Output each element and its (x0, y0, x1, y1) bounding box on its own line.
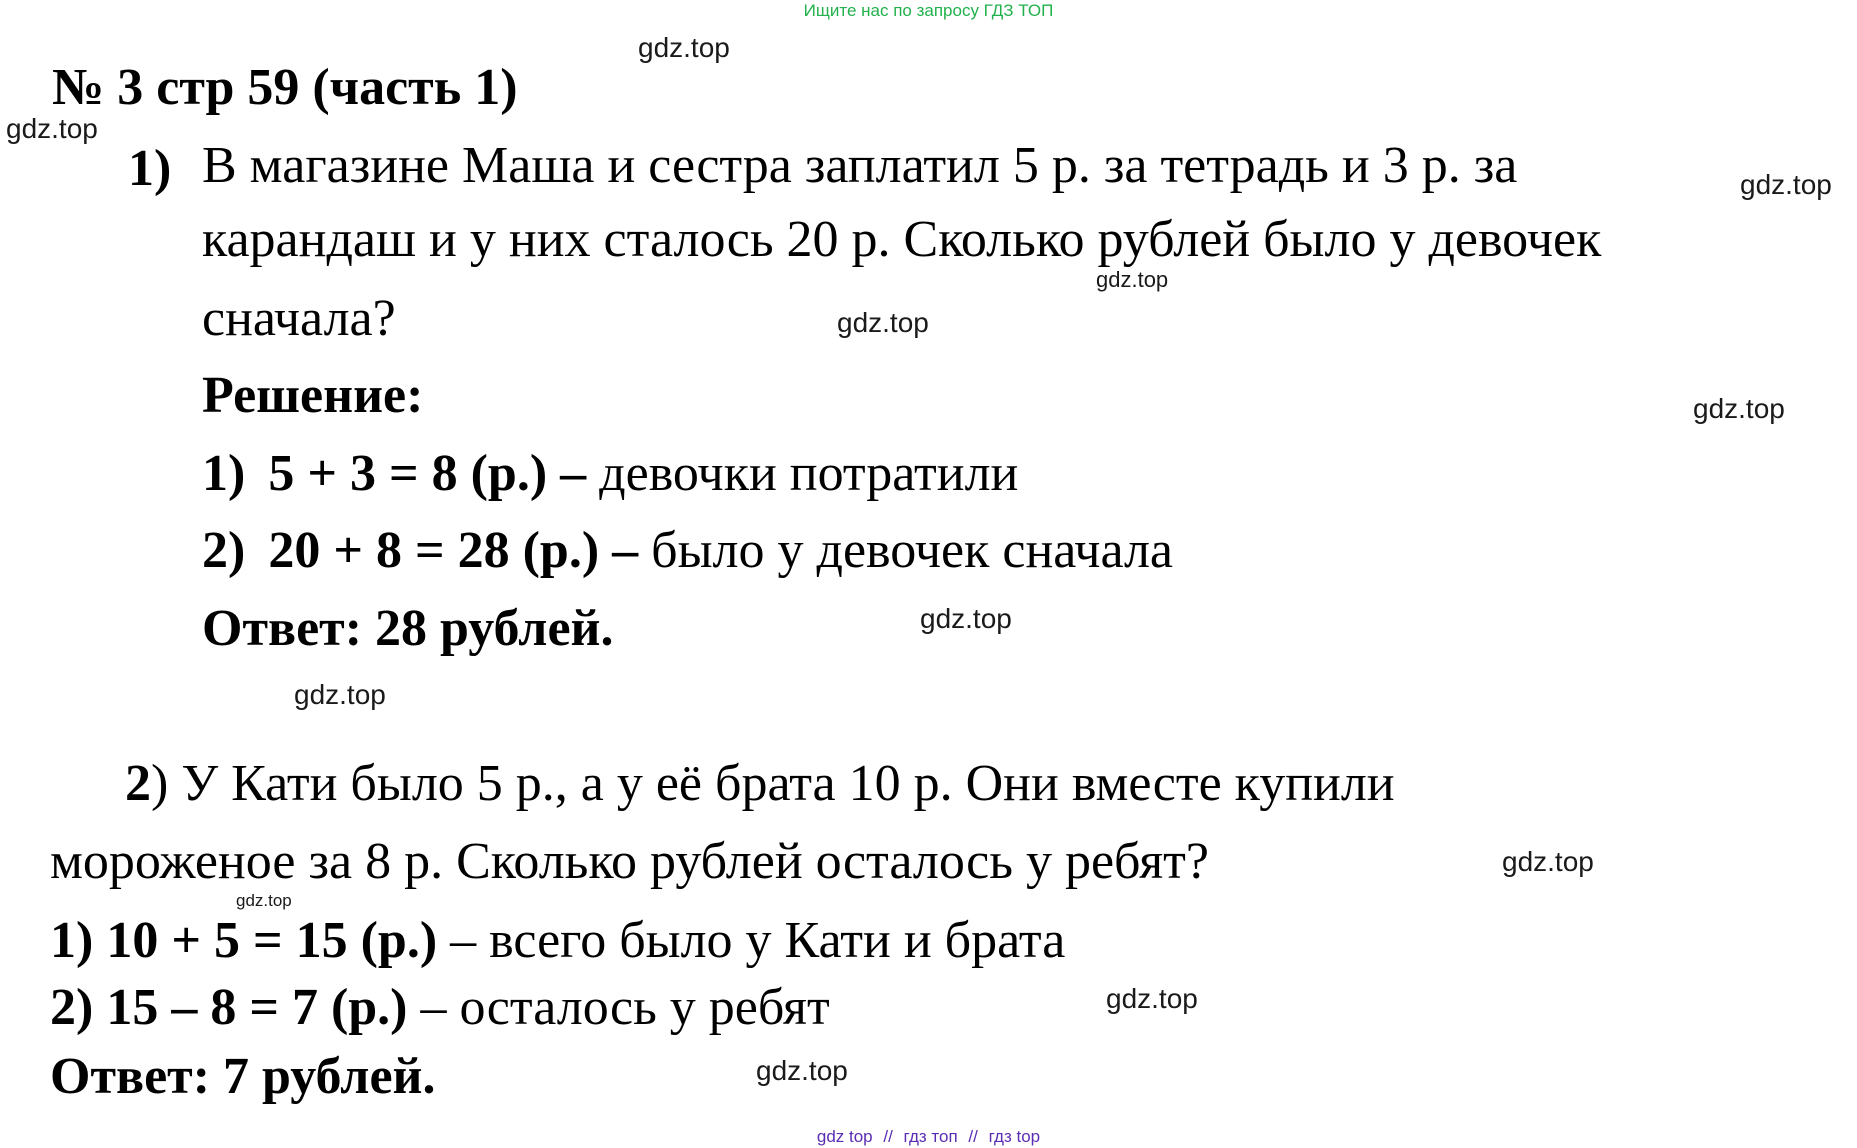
footer-separator: // (883, 1127, 893, 1146)
watermark: gdz.top (1502, 846, 1594, 877)
task2-line-2: мороженое за 8 р. Сколько рублей осталось у ребят? (50, 833, 1209, 890)
watermark: gdz.top (837, 307, 929, 338)
task1-line-2: карандаш и у них сталось 20 р. Сколько рублей было у девочек (202, 211, 1602, 268)
task1-line-3: сначала? (202, 290, 396, 347)
task2-step-2 (50, 979, 830, 1036)
watermark: gdz.top (236, 891, 292, 910)
step-expression: 20 + 8 = 28 (р.) – (268, 522, 639, 579)
top-banner[interactable]: Ищите нас по запросу ГДЗ ТОП (803, 1, 1054, 20)
footer-separator: // (968, 1127, 978, 1146)
solution-label: Решение: (202, 367, 424, 424)
task2-step-1 (50, 912, 1066, 969)
watermark: gdz.top (638, 32, 730, 63)
task2-line-1 (125, 755, 1395, 812)
watermark: gdz.top (920, 603, 1012, 634)
task1-step-2 (202, 522, 1174, 579)
step-number: 1) (202, 445, 246, 502)
watermark: gdz.top (1106, 983, 1198, 1014)
task2-number: 2 (125, 755, 151, 812)
step-text: – всего было у Кати и брата (437, 912, 1066, 969)
watermark: gdz.top (6, 113, 98, 144)
step-text: девочки потратили (586, 445, 1019, 502)
step-text: было у девочек сначала (638, 522, 1174, 579)
watermark: gdz.top (1693, 393, 1785, 424)
task2-text: ) У Кати было 5 р., а у её брата 10 р. Они вместе купили (151, 755, 1395, 812)
footer-link-gdz-top-mixed[interactable]: гдз top (988, 1127, 1041, 1146)
task1-number: 1) (128, 140, 172, 197)
step-expression: 2) 15 – 8 = 7 (р.) (50, 979, 408, 1036)
watermark: gdz.top (756, 1055, 848, 1086)
step-expression: 1) 10 + 5 = 15 (р.) (50, 912, 438, 969)
page-title: № 3 стр 59 (часть 1) (52, 59, 518, 116)
footer-links (0, 1127, 1857, 1147)
task2-answer: Ответ: 7 рублей. (50, 1048, 436, 1105)
watermark: gdz.top (1740, 169, 1832, 200)
step-expression: 5 + 3 = 8 (р.) – (268, 445, 587, 502)
footer-link-gdz-top-ru[interactable]: гдз топ (903, 1127, 958, 1146)
footer-link-gdz-top[interactable]: gdz top (816, 1127, 873, 1146)
watermark: gdz.top (294, 679, 386, 710)
watermark: gdz.top (1096, 267, 1169, 292)
task1-step-1 (202, 445, 1019, 502)
task1-line-1: В магазине Маша и сестра заплатил 5 р. за тетрадь и 3 р. за (202, 137, 1518, 194)
step-text: – осталось у ребят (407, 979, 830, 1036)
task1-answer: Ответ: 28 рублей. (202, 600, 614, 657)
step-number: 2) (202, 522, 246, 579)
